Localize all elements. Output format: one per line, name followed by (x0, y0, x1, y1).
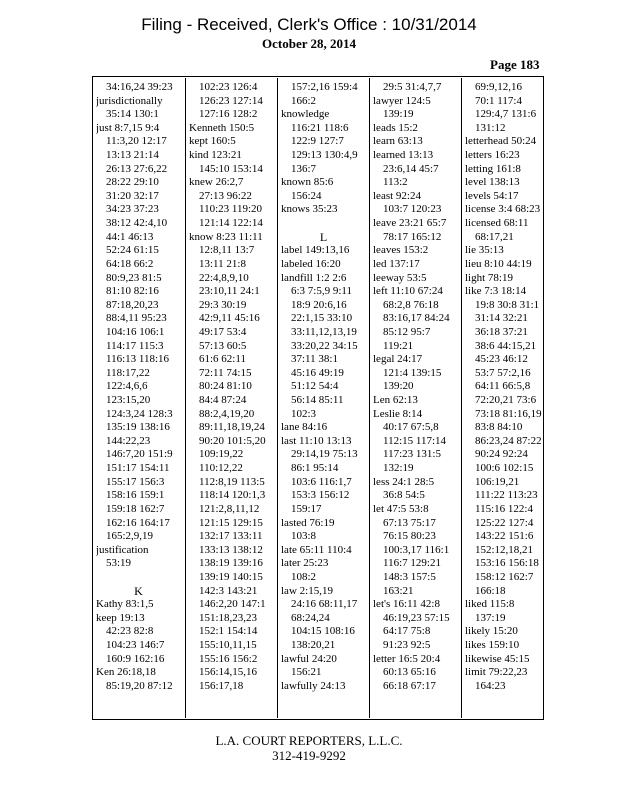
index-entry: lasted 76:19 (281, 516, 335, 529)
index-reference-line: 117:23 131:5 (383, 448, 441, 461)
index-reference-line: 103:6 116:1,7 (291, 475, 352, 488)
index-reference-line: 125:22 127:4 (475, 516, 534, 529)
index-reference-line: 108:2 (291, 570, 317, 583)
index-entry: lane 84:16 (281, 421, 328, 434)
index-entry: left 11:10 67:24 (373, 285, 443, 298)
index-reference-line: 26:13 27:6,22 (106, 162, 168, 175)
index-entry: lie 35:13 (465, 244, 504, 257)
index-entry (96, 571, 181, 585)
index-entry: last 11:10 13:13 (281, 434, 352, 447)
index-reference-line: 151:17 154:11 (106, 462, 170, 475)
index-reference-line: 29:3 30:19 (199, 298, 247, 311)
index-reference-line: 156:21 (291, 666, 322, 679)
index-reference-line: 68:2,8 76:18 (383, 298, 439, 311)
index-entry: known 85:6 (281, 176, 334, 189)
index-reference-line: 64:11 66:5,8 (475, 380, 531, 393)
index-entry: led 137:17 (373, 257, 420, 270)
index-entry: justification (96, 543, 149, 556)
index-reference-line: 145:10 153:14 (199, 162, 263, 175)
index-entry: letter 16:5 20:4 (373, 652, 441, 665)
index-reference-line: 123:15,20 (106, 394, 151, 407)
index-reference-line: 129:4,7 131:6 (475, 108, 537, 121)
index-reference-line: 118:17,22 (106, 366, 150, 379)
index-reference-line: 139:20 (383, 380, 414, 393)
index-reference-line: 100:6 102:15 (475, 462, 534, 475)
index-reference-line: 6:3 7:5,9 9:11 (291, 285, 353, 298)
index-reference-line: 151:18,23,23 (199, 611, 258, 624)
index-reference-line: 34:16,24 39:23 (106, 81, 173, 93)
index-reference-line: 76:15 80:23 (383, 530, 436, 543)
index-entry: letterhead 50:24 (465, 135, 537, 148)
index-reference-line: 23:6,14 45:7 (383, 162, 439, 175)
index-entry: lieu 8:10 44:19 (465, 257, 532, 270)
index-reference-line: 152:12,18,21 (475, 543, 534, 556)
index-entry: Kathy 83:1,5 (96, 598, 154, 611)
index-entry: label 149:13,16 (281, 244, 350, 257)
index-column-4 (373, 81, 458, 693)
index-reference-line: 90:20 101:5,20 (199, 434, 266, 447)
index-reference-line: 153:3 156:12 (291, 489, 350, 502)
index-entry: lawful 24:20 (281, 652, 337, 665)
index-reference-line: 87:18,20,23 (106, 298, 159, 311)
index-entry: leads 15:2 (373, 121, 418, 134)
index-reference-line: 37:11 38:1 (291, 353, 338, 366)
index-reference-line: 22:4,8,9,10 (199, 271, 249, 284)
index-reference-line: 42:9,11 45:16 (199, 312, 260, 325)
index-reference-line: 121:14 122:14 (199, 217, 263, 230)
index-reference-line: 155:10,11,15 (199, 638, 257, 651)
index-entry: just 8:7,15 9:4 (96, 121, 160, 134)
index-reference-line: 106:19,21 (475, 475, 520, 488)
court-reporter-phone: 312-419-9292 (272, 748, 346, 763)
index-reference-line: 31:14 32:21 (475, 312, 528, 325)
index-reference-line: 133:13 138:12 (199, 543, 263, 556)
index-reference-line: 91:23 92:5 (383, 638, 431, 651)
index-entry: letting 161:8 (465, 162, 521, 175)
index-reference-line: 138:19 139:16 (199, 557, 263, 570)
index-column-2 (189, 81, 274, 693)
index-reference-line: 110:23 119:20 (199, 203, 263, 216)
index-reference-line: 84:4 87:24 (199, 394, 247, 407)
index-reference-line: 12:8,11 13:7 (199, 244, 255, 257)
index-reference-line: 119:21 (383, 339, 414, 352)
index-reference-line: 121:15 129:15 (199, 516, 263, 529)
index-reference-line: 156:24 (291, 189, 322, 202)
index-entry: license 3:4 68:23 (465, 203, 541, 216)
index-reference-line: 143:22 151:6 (475, 530, 534, 543)
index-reference-line: 146:7,20 151:9 (106, 448, 173, 461)
index-reference-line: 158:16 159:1 (106, 489, 165, 502)
index-reference-line: 116:21 118:6 (291, 121, 349, 134)
index-entry: likewise 45:15 (465, 652, 530, 665)
index-entry: knowledge (281, 108, 330, 121)
index-reference-line: 68:17,21 (475, 230, 514, 243)
index-reference-line: 51:12 54:4 (291, 380, 339, 393)
index-entry: likes 159:10 (465, 638, 520, 651)
index-reference-line: 88:4,11 95:23 (106, 312, 167, 325)
index-reference-line: 155:16 156:2 (199, 652, 258, 665)
index-reference-line: 122:4,6,6 (106, 380, 148, 393)
index-reference-line: 88:2,4,19,20 (199, 407, 255, 420)
index-reference-line: 86:23,24 87:22 (475, 434, 542, 447)
index-reference-line: 139:19 140:15 (199, 570, 263, 583)
index-reference-line: 36:18 37:21 (475, 325, 528, 338)
index-entry: labeled 16:20 (281, 257, 341, 270)
index-reference-line: 138:20,21 (291, 638, 336, 651)
index-entry: late 65:11 110:4 (281, 543, 352, 556)
index-reference-line: 115:16 122:4 (475, 502, 533, 515)
index-reference-line: 112:15 117:14 (383, 434, 447, 447)
index-reference-line: 160:9 162:16 (106, 652, 165, 665)
index-entry: likely 15:20 (465, 625, 518, 638)
index-reference-line: 11:3,20 12:17 (106, 135, 167, 148)
index-entry: legal 24:17 (373, 353, 423, 366)
index-reference-line: 122:9 127:7 (291, 135, 344, 148)
index-reference-line: 24:16 68:11,17 (291, 598, 358, 611)
index-reference-line: 22:1,15 33:10 (291, 312, 353, 325)
index-reference-line: 45:16 49:19 (291, 366, 344, 379)
index-reference-line: 113:2 (383, 176, 408, 189)
index-reference-line: 124:3,24 128:3 (106, 407, 173, 420)
index-entry: let 47:5 53:8 (373, 502, 429, 515)
index-reference-line: 61:6 62:11 (199, 353, 246, 366)
index-entry: limit 79:22,23 (465, 666, 528, 679)
index-reference-line: 29:14,19 75:13 (291, 448, 358, 461)
index-entry: letters 16:23 (465, 149, 520, 162)
filing-stamp: Filing - Received, Clerk's Office : 10/31/2014 (141, 15, 477, 34)
index-reference-line: 137:19 (475, 611, 506, 624)
index-reference-line: 118:14 120:1,3 (199, 489, 266, 502)
index-reference-line: 18:9 20:6,16 (291, 298, 347, 311)
index-reference-line: 121:4 139:15 (383, 366, 442, 379)
index-entry: learned 13:13 (373, 149, 434, 162)
index-reference-line: 42:23 82:8 (106, 625, 154, 638)
index-entry: levels 54:17 (465, 189, 519, 202)
index-reference-line: 53:19 (106, 557, 132, 570)
index-entry: liked 115:8 (465, 598, 515, 611)
index-reference-line: 104:16 106:1 (106, 325, 165, 338)
document-date: October 28, 2014 (262, 36, 356, 51)
index-reference-line: 73:18 81:16,19 (475, 407, 542, 420)
index-reference-line: 85:12 95:7 (383, 325, 431, 338)
index-reference-line: 64:17 75:8 (383, 625, 431, 638)
index-reference-line: 112:8,19 113:5 (199, 475, 265, 488)
index-entry (281, 217, 366, 231)
index-reference-line: 60:13 65:16 (383, 666, 436, 679)
index-reference-line: 114:17 115:3 (106, 339, 164, 352)
index-reference-line: 70:1 117:4 (475, 94, 522, 107)
page-number: Page 183 (490, 57, 540, 72)
index-reference-line: 111:22 113:23 (475, 489, 538, 502)
column-divider (369, 78, 370, 718)
index-reference-line: 13:13 21:14 (106, 149, 159, 162)
index-entry: knows 35:23 (281, 203, 338, 216)
index-entry: Ken 26:18,18 (96, 666, 156, 679)
index-reference-line: 166:18 (475, 584, 506, 597)
index-entry: later 25:23 (281, 557, 329, 570)
index-reference-line: 46:19,23 57:15 (383, 611, 450, 624)
index-entry: knew 26:2,7 (189, 176, 244, 189)
index-reference-line: 38:6 44:15,21 (475, 339, 537, 352)
index-reference-line: 49:17 53:4 (199, 325, 247, 338)
index-reference-line: 27:13 96:22 (199, 189, 252, 202)
index-reference-line: 19:8 30:8 31:1 (475, 298, 540, 311)
index-reference-line: 45:23 46:12 (475, 353, 528, 366)
index-reference-line: 40:17 67:5,8 (383, 421, 439, 434)
index-reference-line: 144:22,23 (106, 434, 151, 447)
index-letter-heading: K (134, 583, 143, 598)
index-entry: licensed 68:11 (465, 217, 529, 230)
index-reference-line: 52:24 61:15 (106, 244, 159, 257)
index-reference-line: 159:17 (291, 502, 322, 515)
index-reference-line: 100:3,17 116:1 (383, 543, 450, 556)
index-reference-line: 86:1 95:14 (291, 462, 339, 475)
column-divider (277, 78, 278, 718)
index-reference-line: 159:18 162:7 (106, 502, 165, 515)
index-reference-line: 102:23 126:4 (199, 81, 258, 93)
column-divider (461, 78, 462, 718)
index-reference-line: 155:17 156:3 (106, 475, 165, 488)
index-reference-line: 103:7 120:23 (383, 203, 442, 216)
index-reference-line: 165:2,9,19 (106, 530, 154, 543)
index-reference-line: 135:19 138:16 (106, 421, 170, 434)
index-entry: learn 63:13 (373, 135, 423, 148)
index-entry: law 2:15,19 (281, 584, 333, 597)
index-reference-line: 104:15 108:16 (291, 625, 355, 638)
index-reference-line: 44:1 46:13 (106, 230, 154, 243)
index-reference-line: 33:20,22 34:15 (291, 339, 358, 352)
index-entry: landfill 1:2 2:6 (281, 271, 347, 284)
index-reference-line: 103:8 (291, 530, 317, 543)
index-reference-line: 116:13 118:16 (106, 353, 170, 366)
index-entry: leeway 53:5 (373, 271, 427, 284)
index-entry: leave 23:21 65:7 (373, 217, 447, 230)
index-entry: lawfully 24:13 (281, 679, 346, 692)
index-reference-line: 83:8 84:10 (475, 421, 523, 434)
index-reference-line: 156:17,18 (199, 679, 244, 692)
index-reference-line: 162:16 164:17 (106, 516, 170, 529)
index-reference-line: 85:19,20 87:12 (106, 679, 173, 692)
index-reference-line: 131:12 (475, 121, 506, 134)
index-reference-line: 136:7 (291, 162, 317, 175)
index-reference-line: 139:19 (383, 108, 414, 121)
index-entry: leaves 153:2 (373, 244, 429, 257)
index-reference-line: 104:23 146:7 (106, 638, 165, 651)
index-reference-line: 57:13 60:5 (199, 339, 247, 352)
index-entry: let's 16:11 42:8 (373, 598, 440, 611)
index-reference-line: 132:17 133:11 (199, 530, 263, 543)
index-reference-line: 66:18 67:17 (383, 679, 436, 692)
index-reference-line: 121:2,8,11,12 (199, 502, 260, 515)
index-reference-line: 110:12,22 (199, 462, 243, 475)
index-column-1 (96, 81, 181, 693)
index-column-5 (465, 81, 550, 693)
index-entry: less 24:1 28:5 (373, 475, 435, 488)
index-reference-line: 78:17 165:12 (383, 230, 442, 243)
index-reference-line: 33:11,12,13,19 (291, 325, 357, 338)
index-reference-line: 81:10 82:16 (106, 285, 159, 298)
index-reference-line: 102:3 (291, 407, 317, 420)
index-entry: jurisdictionally (96, 94, 163, 107)
index-reference-line: 166:2 (291, 94, 317, 107)
index-entry: kept 160:5 (189, 135, 236, 148)
index-entry: Kenneth 150:5 (189, 121, 255, 134)
index-reference-line: 68:24,24 (291, 611, 330, 624)
index-entry: like 7:3 18:14 (465, 285, 527, 298)
index-reference-line: 53:7 57:2,16 (475, 366, 531, 379)
index-reference-line: 80:9,23 81:5 (106, 271, 162, 284)
index-reference-line: 64:18 66:2 (106, 257, 154, 270)
index-reference-line: 89:11,18,19,24 (199, 421, 265, 434)
index-reference-line: 31:20 32:17 (106, 189, 159, 202)
index-reference-line: 90:24 92:24 (475, 448, 528, 461)
index-reference-line: 146:2,20 147:1 (199, 598, 266, 611)
index-reference-line: 157:2,16 159:4 (291, 81, 358, 93)
index-entry: light 78:19 (465, 271, 513, 284)
index-reference-line: 35:14 130:1 (106, 108, 159, 121)
index-entry: lawyer 124:5 (373, 94, 431, 107)
index-entry: know 8:23 11:11 (189, 230, 263, 243)
index-entry: least 92:24 (373, 189, 421, 202)
index-reference-line: 23:10,11 24:1 (199, 285, 260, 298)
column-divider (185, 78, 186, 718)
index-entry: Len 62:13 (373, 394, 418, 407)
index-reference-line: 126:23 127:14 (199, 94, 263, 107)
index-reference-line: 13:11 21:8 (199, 257, 246, 270)
index-reference-line: 164:23 (475, 679, 506, 692)
index-reference-line: 34:23 37:23 (106, 203, 159, 216)
index-reference-line: 153:16 156:18 (475, 557, 539, 570)
index-entry: kind 123:21 (189, 149, 242, 162)
index-reference-line: 72:11 74:15 (199, 366, 252, 379)
index-entry: keep 19:13 (96, 611, 145, 624)
index-reference-line: 142:3 143:21 (199, 584, 258, 597)
index-reference-line: 67:13 75:17 (383, 516, 436, 529)
index-reference-line: 36:8 54:5 (383, 489, 425, 502)
index-reference-line: 129:13 130:4,9 (291, 149, 358, 162)
index-reference-line: 28:22 29:10 (106, 176, 159, 189)
index-reference-line: 116:7 129:21 (383, 557, 441, 570)
index-reference-line: 132:19 (383, 462, 414, 475)
index-reference-line: 127:16 128:2 (199, 108, 258, 121)
index-column-3 (281, 81, 366, 693)
index-reference-line: 83:16,17 84:24 (383, 312, 450, 325)
index-entry: Leslie 8:14 (373, 407, 423, 420)
court-reporter-name: L.A. COURT REPORTERS, L.L.C. (215, 733, 403, 748)
index-reference-line: 158:12 162:7 (475, 570, 534, 583)
index-reference-line: 152:1 154:14 (199, 625, 258, 638)
index-reference-line: 56:14 85:11 (291, 394, 344, 407)
index-reference-line: 72:20,21 73:6 (475, 394, 537, 407)
index-reference-line: 109:19,22 (199, 448, 244, 461)
index-reference-line: 80:24 81:10 (199, 380, 252, 393)
index-letter-heading: L (319, 229, 328, 244)
index-reference-line: 148:3 157:5 (383, 570, 436, 583)
index-reference-line: 156:14,15,16 (199, 666, 258, 679)
index-reference-line: 69:9,12,16 (475, 81, 523, 93)
index-reference-line: 163:21 (383, 584, 414, 597)
index-entry: level 138:13 (465, 176, 520, 189)
index-reference-line: 29:5 31:4,7,7 (383, 81, 442, 93)
index-reference-line: 38:12 42:4,10 (106, 217, 168, 230)
